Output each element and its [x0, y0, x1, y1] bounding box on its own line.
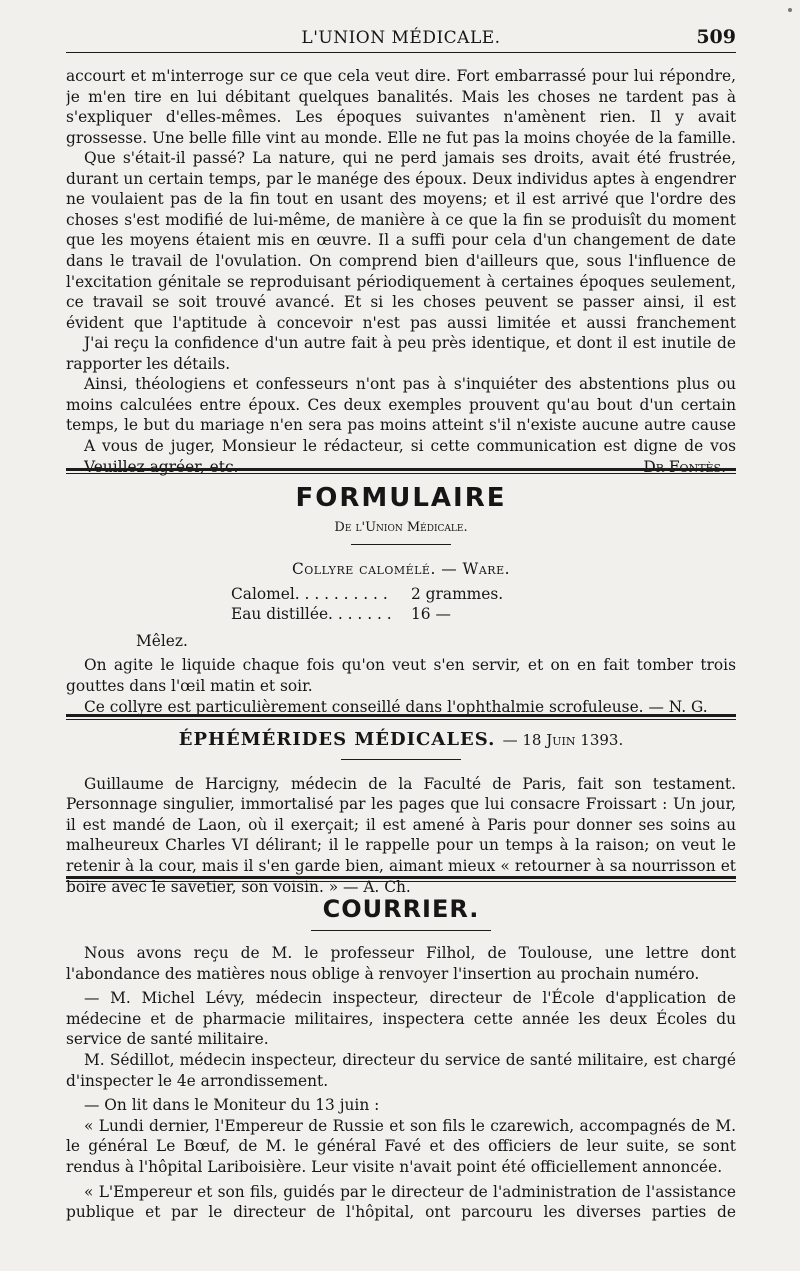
courrier-paragraph: Nous avons reçu de M. le professeur Filhol, de Toulouse, une lettre dont l'abondance des matières nous oblige à renvoyer l'insertion au prochain numéro. [66, 944, 736, 983]
letter-paragraph: accourt et m'interroge sur ce que cela veut dire. Fort embarrassé pour lui répondre, je m'en tire en lui débitant quelques banalités. Mais les choses ne tardent pas à s'expliquer d'elles-mêmes. Les époques suivantes n'amènent rien. Il y avait grossesse. Une belle fille vint au monde. Elle ne fut pas la moins choyée de la famille. [66, 67, 736, 147]
ingredient-name: Eau distillée. . . . . . . [231, 605, 392, 624]
courrier-paragraph: M. Sédillot, médecin inspecteur, directeur du service de santé militaire, est chargé d'inspecter le 4e arrondissement. [66, 1050, 736, 1090]
letter-paragraph: Ainsi, théologiens et confesseurs n'ont pas à s'inquiéter des abstentions plus ou moins calculées entre époux. Ces deux exemples prouvent qu'au bout d'un certain temps, le but du mariage n'en sera pas moins atteint s'il n'existe aucune autre cause [66, 375, 736, 435]
subtitle-rule [351, 544, 451, 545]
page-header [66, 22, 736, 50]
ephemerides-date: — 18 Juin 1393. [502, 731, 624, 749]
ephemerides-text: Guillaume de Harcigny, médecin de la Faculté de Paris, fait son testament. Personnage singulier, immortalisé par les pages que lui consacre Froissart : Un jour, il est mandé de Laon, où il exerçait; il est amené à Paris pour donner ses soins au malheureux Charles VI délirant; il le rappelle pour un temps à la raison; on veut le retenir à la cour, mais il s'en garde bien, aimant mieux « retourner à sa nourrisson et boire avec le savetier, son voisin. » — A. Ch. [66, 774, 736, 896]
ephemerides-rule [341, 759, 461, 760]
ephemerides-title: ÉPHÉMÉRIDES MÉDICALES. [178, 729, 496, 750]
letter-section [66, 66, 736, 478]
courrier-paragraph: — M. Michel Lévy, médecin inspecteur, directeur de l'École d'application de médecine et de pharmacie militaires, inspectera cette année les deux Écoles du service de santé militaire. [66, 989, 736, 1049]
courrier-rule [311, 930, 491, 931]
formulaire-section [66, 482, 736, 717]
ephemerides-section [66, 730, 736, 897]
ingredient-qty: 16 — [411, 605, 451, 624]
section-rule [66, 876, 736, 882]
courrier-paragraph: « Lundi dernier, l'Empereur de Russie et son fils le czarewich, accompagnés de M. le général Le Bœuf, de M. le général Favé et des officiers de leur suite, se sont rendus à l'hôpital Lariboisière. Leur visite n'avait point été officiellement annoncée. [66, 1116, 736, 1176]
formulaire-paragraph: On agite le liquide chaque fois qu'on veut s'en servir, et on en fait tomber trois gouttes dans l'œil matin et soir. [66, 656, 736, 695]
ingredient-name: Calomel. . . . . . . . . . [231, 584, 388, 603]
section-rule [66, 714, 736, 720]
courrier-title: COURRIER. [322, 895, 480, 923]
courrier-section [66, 894, 736, 1224]
formulaire-title: FORMULAIRE [295, 483, 507, 513]
letter-paragraph: Que s'était-il passé? La nature, qui ne perd jamais ses droits, avait été frustrée, durant un certain temps, par le manége des époux. Deux individus aptes à engendrer ne voulaient pas de la fin tout en usant des moyens; et il est arrivé que l'ordre des choses s'est modifié de lui-même, de manière à ce que la fin se produisît du moment que les moyens étaient mis en œuvre. Il a suffi pour cela d'un changement de date dans le travail de l'ovulation. On comprend bien d'ailleurs que, sous l'influence de l'excitation génitale se reproduisant périodiquement à certaines époques seulement, ce travail se soit trouvé avancé. Et si les choses peuvent se passer ainsi, il est évident que l'aptitude à concevoir n'est pas aussi limitée et aussi franchement [66, 149, 736, 332]
ingredient-row [231, 604, 591, 625]
closing-text: Veuillez agréer, etc. [84, 458, 239, 476]
mix-instruction: Mêlez. [136, 631, 188, 650]
formulaire-paragraph: Ce collyre est particulièrement conseillé dans l'ophthalmie scrofuleuse. — N. G. [84, 697, 708, 716]
courrier-paragraph: — On lit dans le Moniteur du 13 juin : [84, 1096, 380, 1115]
courrier-paragraph: « L'Empereur et son fils, guidés par le directeur de l'administration de l'assistance publique et par le directeur de l'hôpital, ont parcouru les diverses parties de [66, 1182, 736, 1222]
ingredients-list [231, 584, 591, 625]
signature: Dr Fontès. [643, 458, 726, 476]
header-rule [66, 52, 736, 53]
ingredient-row [231, 584, 591, 605]
page-number: 509 [696, 26, 736, 48]
ingredient-qty: 2 grammes. [411, 584, 504, 603]
recipe-title: Collyre calomélé. — Ware. [291, 560, 510, 578]
ephemerides-heading [66, 730, 736, 751]
journal-title: L'UNION MÉDICALE. [301, 28, 501, 48]
formulaire-subtitle: De l'Union Médicale. [334, 520, 468, 535]
section-rule [66, 468, 736, 474]
scan-speck [788, 8, 792, 12]
letter-paragraph: A vous de juger, Monsieur le rédacteur, si cette communication est digne de vos [84, 437, 736, 455]
letter-paragraph: J'ai reçu la confidence d'un autre fait à peu près identique, et dont il est inutile de rapporter les détails. [66, 334, 736, 373]
